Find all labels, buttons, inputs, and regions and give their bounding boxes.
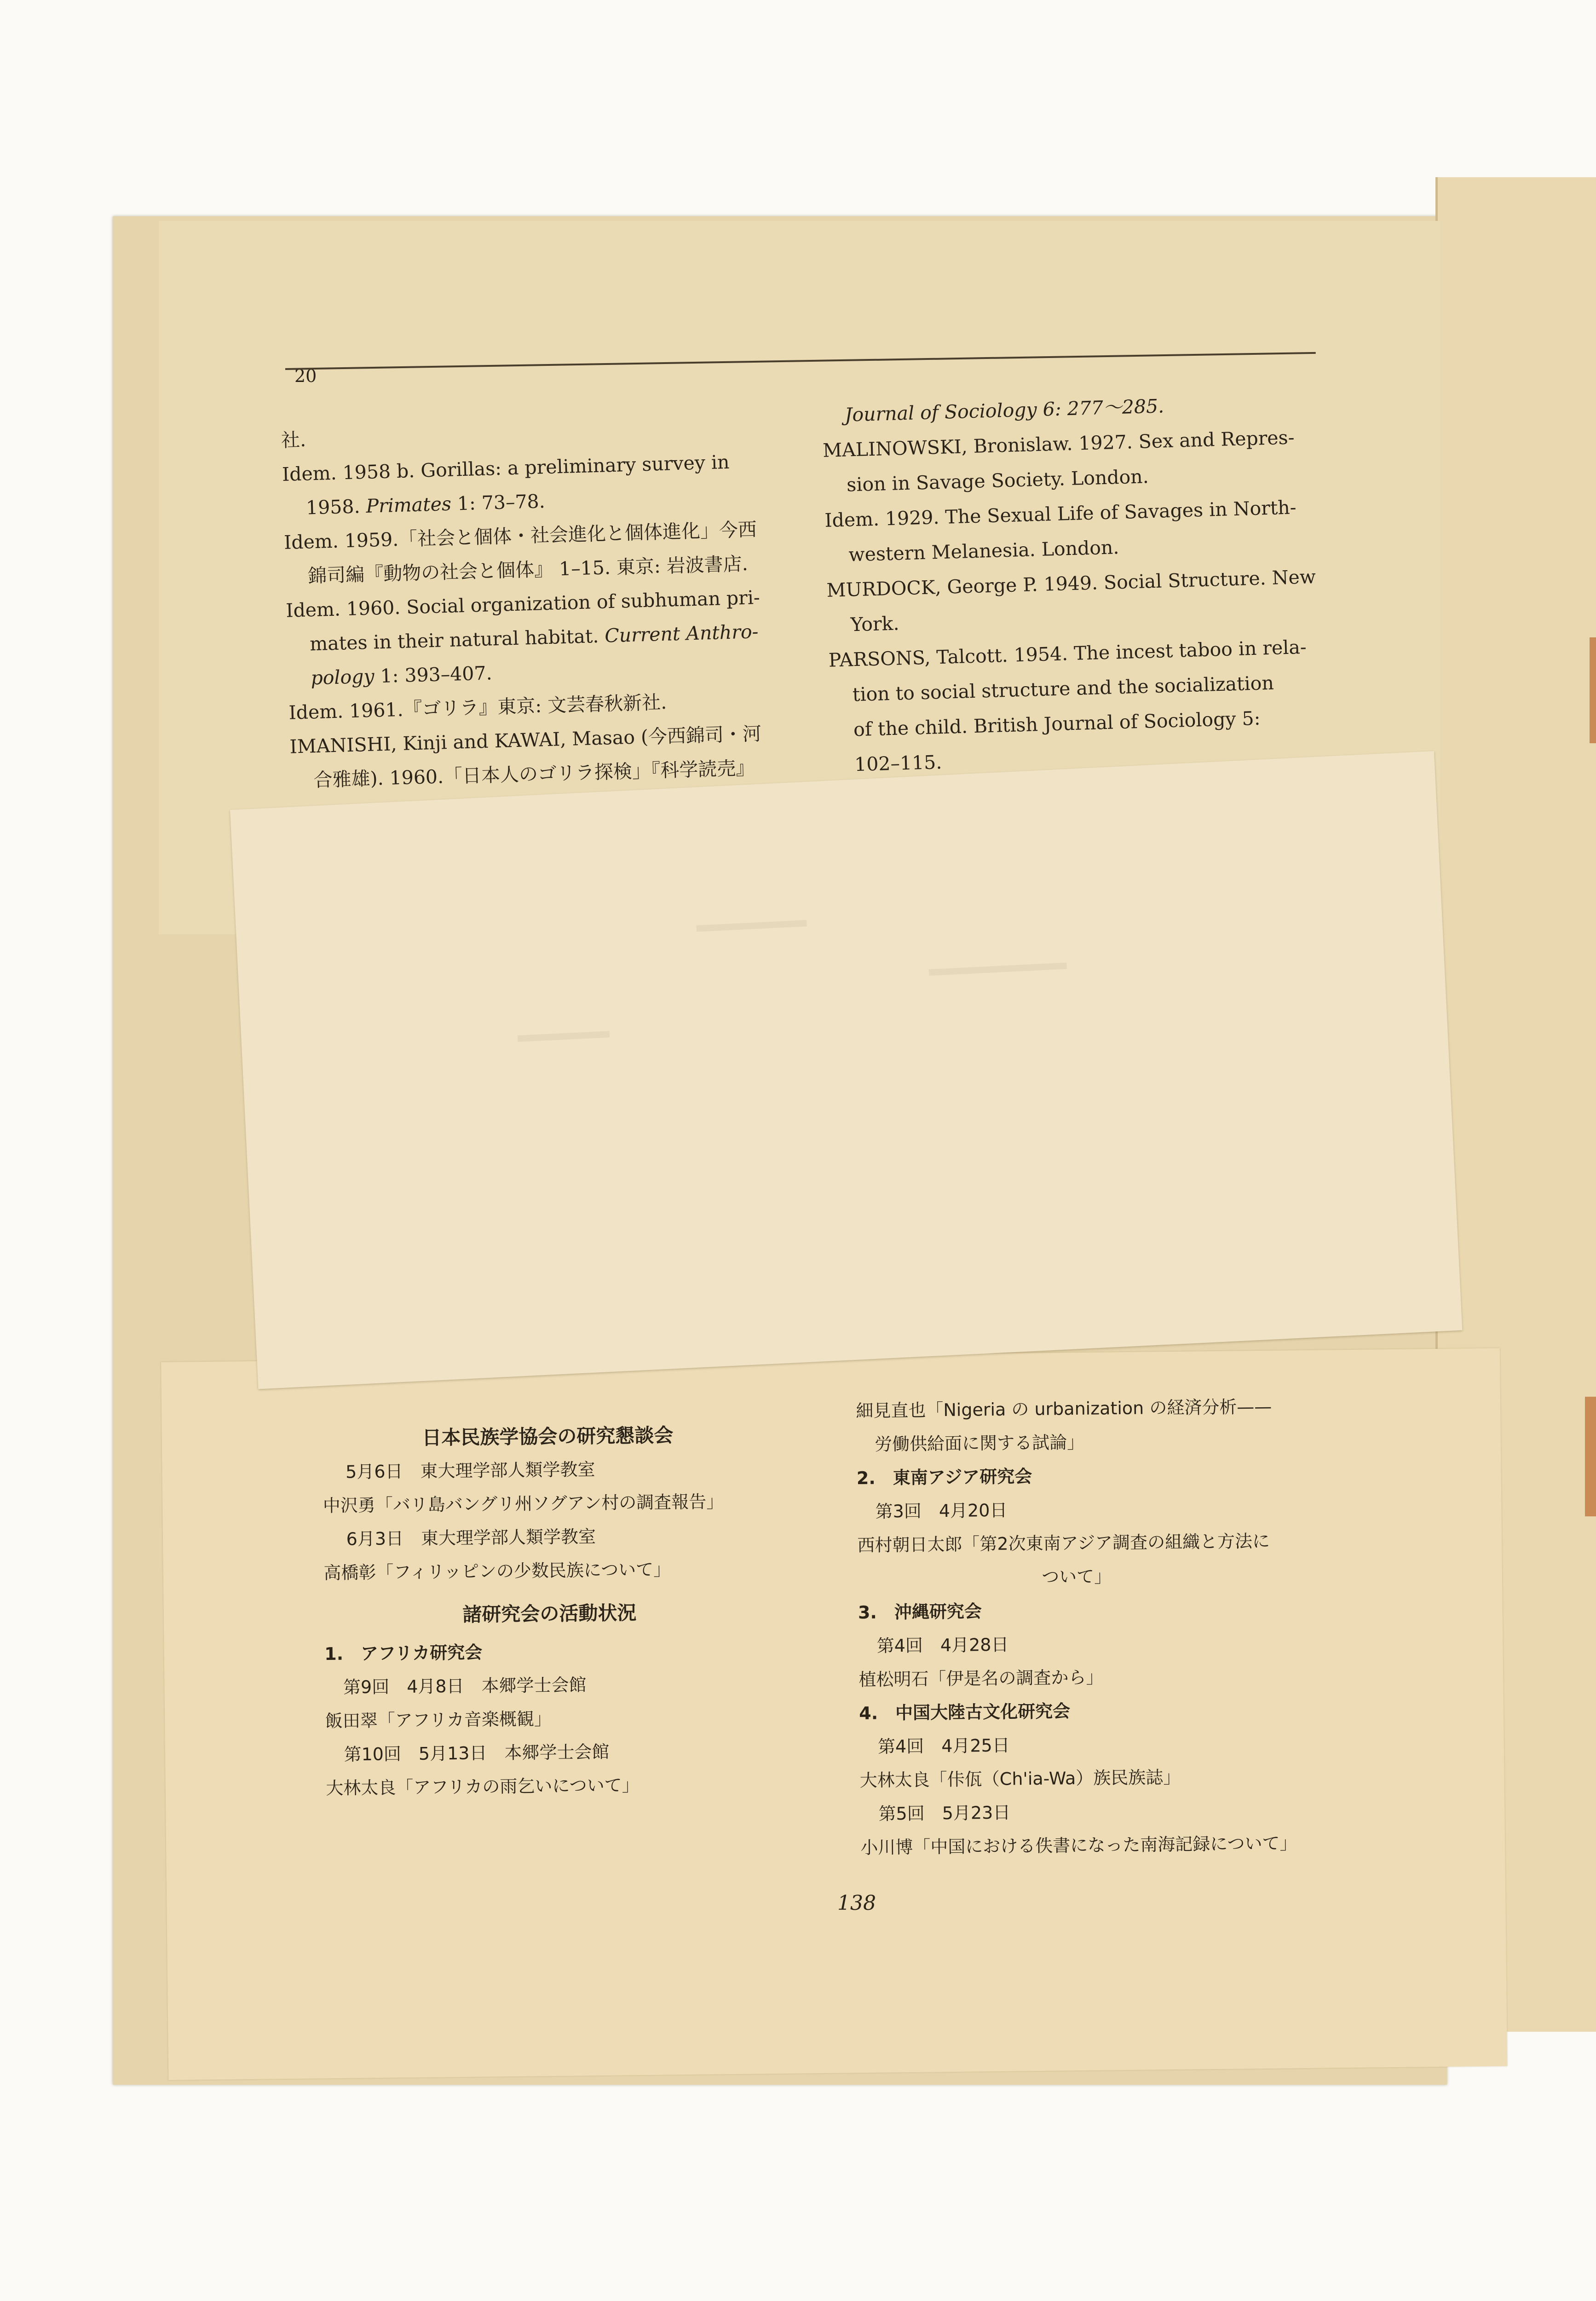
ref-line: MALINOWSKI, Bronislaw. 1927. Sex and Repres- (822, 426, 1295, 462)
overlay-paper-slip (230, 751, 1462, 1389)
meeting-line: 大林太良「佧佤（Ch'ia-Wa）族民族誌」 (859, 1767, 1181, 1791)
subsection-title: 3. 沖縄研究会 (858, 1601, 982, 1623)
ref-line: sion in Savage Society. London. (846, 465, 1149, 496)
meeting-line: 第3回 4月20日 (875, 1500, 1008, 1522)
meeting-line: 小川博「中国における佚書になった南海記録について」 (860, 1833, 1297, 1858)
ref-line: MURDOCK, George P. 1949. Social Structure. New (826, 566, 1316, 601)
meeting-line: 第4回 4月25日 (877, 1735, 1010, 1757)
journal-right-column (856, 1390, 1297, 1865)
ref-line: PARSONS, Talcott. 1954. The incest taboo in rela- (828, 636, 1307, 671)
ref-line: mates in their natural habitat. Current Anthro- (309, 620, 759, 655)
meeting-line: 第4回 4月28日 (876, 1634, 1009, 1656)
ref-line: pology 1: 393–407. (310, 662, 493, 689)
page-number: 20 (294, 366, 317, 386)
subsection-title: 2. 東南アジア研究会 (856, 1466, 1032, 1488)
torn-edge-mark (1585, 1397, 1596, 1516)
ref-line: Idem. 1961.『ゴリラ』東京: 文芸春秋新社. (288, 691, 667, 724)
meeting-line: 5月6日 東大理学部人類学教室 (345, 1459, 595, 1482)
bibliography-right-column (821, 384, 1324, 817)
show-through-mark (518, 1031, 610, 1042)
ref-line: Idem. 1959.「社会と個体・社会進化と個体進化」今西 (283, 518, 757, 554)
meeting-line: 労働供給面に関する試論」 (874, 1432, 1085, 1455)
ref-line: Idem. 1958 b. Gorillas: a preliminary survey in (282, 451, 730, 486)
ref-line: 錦司編『動物の社会と個体』 1–15. 東京: 岩波書店. (307, 552, 749, 587)
folio-number: 138 (837, 1891, 876, 1915)
meeting-line: ついて」 (1041, 1566, 1112, 1587)
ref-line: Idem. 1960. Social organization of subhuman pri- (285, 586, 761, 622)
ref-line: tion to social structure and the socialization (852, 671, 1274, 706)
section-title: 諸研究会の活動状況 (462, 1601, 637, 1626)
subsection-title: 1. アフリカ研究会 (324, 1642, 483, 1664)
ref-line: IMANISHI, Kinji and KAWAI, Masao (今西錦司・河 (289, 723, 762, 758)
meeting-line: 大林太良「アフリカの雨乞いについて」 (326, 1775, 640, 1798)
meeting-line: 6月3日 東大理学部人類学教室 (346, 1526, 596, 1549)
ref-line: Journal of Sociology 6: 277〜285. (844, 395, 1164, 426)
meeting-line: 植松明石「伊是名の調査から」 (858, 1667, 1104, 1690)
show-through-mark (696, 920, 807, 932)
subsection-title: 4. 中国大陸古文化研究会 (859, 1701, 1071, 1723)
meeting-line: 飯田翠「アフリカ音楽概観」 (325, 1708, 552, 1731)
meeting-line: 細見直也「Nigeria の urbanization の経済分析—— (856, 1396, 1272, 1421)
torn-edge-mark (1590, 637, 1596, 743)
meeting-line: 中沢勇「バリ島バングリ州ソグアン村の調査報告」 (323, 1491, 724, 1516)
ref-line: 102–115. (854, 751, 942, 776)
meeting-line: 高橋彰「フィリッピンの少数民族について」 (323, 1559, 671, 1583)
meeting-line: 第9回 4月8日 本郷学士会館 (343, 1675, 587, 1698)
ref-line: of the child. British Journal of Sociology 5: (853, 707, 1261, 741)
ref-line: York. (850, 612, 900, 636)
meeting-line: 西村朝日太郎「第2次東南アジア調査の組織と方法に (857, 1531, 1270, 1555)
meeting-line: 第10回 5月13日 本郷学士会館 (344, 1741, 610, 1765)
ref-line: 社. (281, 428, 306, 451)
ref-line: western Melanesia. London. (848, 536, 1119, 566)
ref-line: Idem. 1929. The Sexual Life of Savages in North- (824, 496, 1297, 532)
show-through-mark (929, 963, 1067, 976)
section-title: 日本民族学協会の研究懇談会 (422, 1424, 674, 1449)
journal-left-column (322, 1417, 777, 1805)
ref-line: 1958. Primates 1: 73–78. (305, 490, 546, 519)
ref-line: 合雅雄). 1960.「日本人のゴリラ探検」『科学読売』 (313, 757, 755, 792)
meeting-line: 第5回 5月23日 (878, 1802, 1011, 1824)
